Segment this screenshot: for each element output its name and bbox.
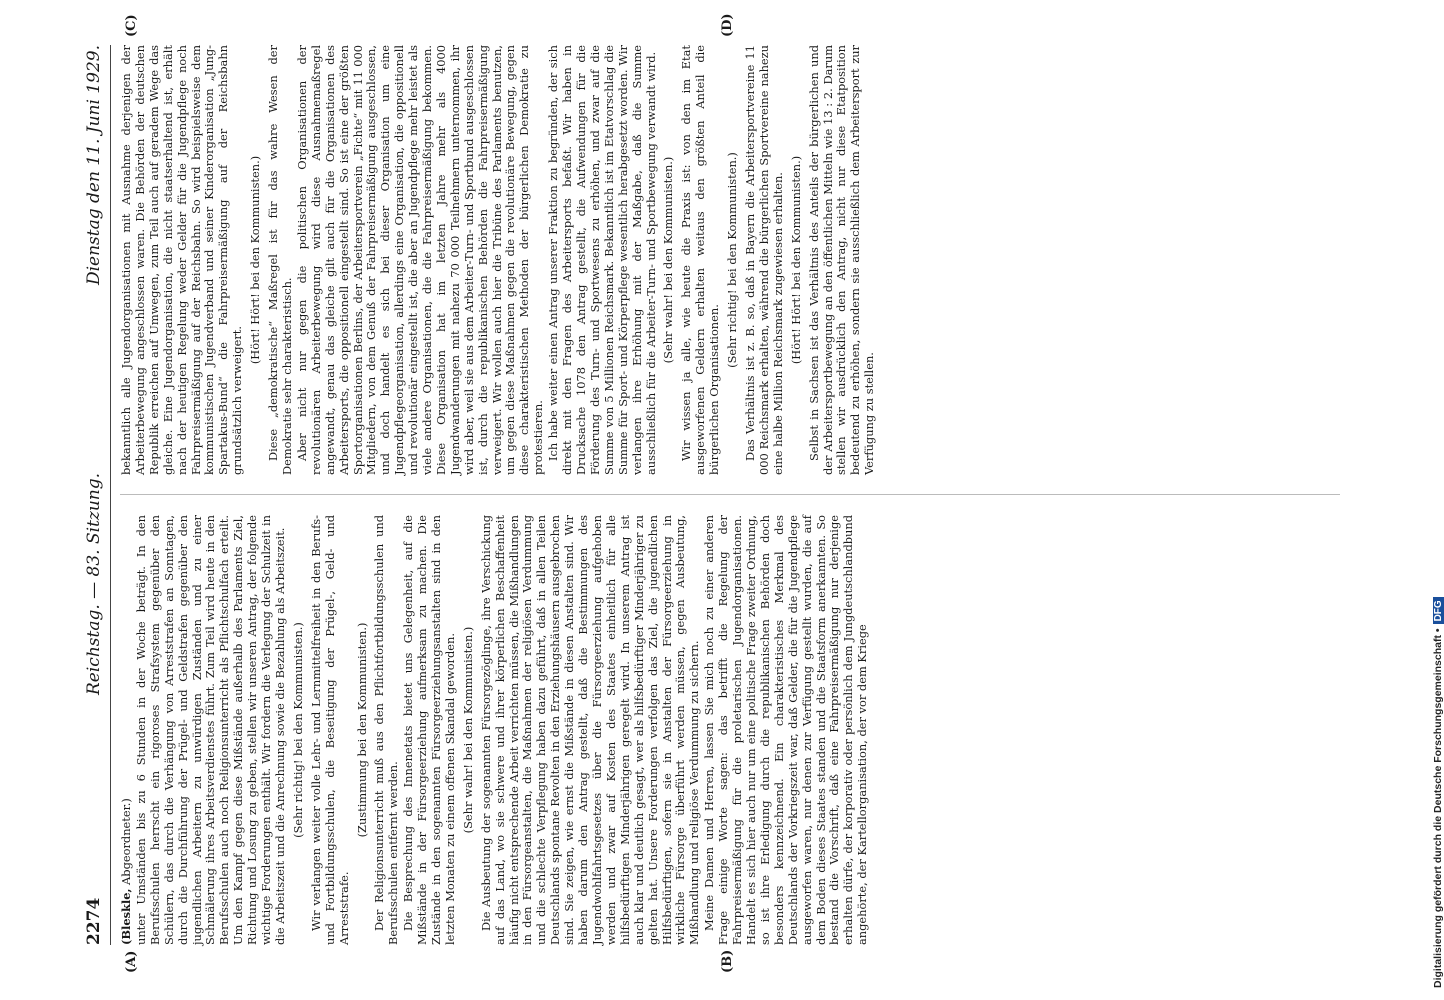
paragraph: Diese „demokratische“ Maßregel ist für das wahre Wesen der Demokratie sehr charakteristisch. xyxy=(266,45,294,475)
dfg-logo: DFG xyxy=(1433,597,1444,624)
interjection: (Sehr richtig! bei den Kommunisten.) xyxy=(290,622,305,838)
speaker-name: (Bleskle, xyxy=(119,888,133,945)
interjection: (Hört! Hört! bei den Kommunisten.) xyxy=(788,155,803,365)
interjection: (Zustimmung bei den Kommunisten.) xyxy=(354,622,369,838)
page-number: 2274 xyxy=(84,897,104,945)
paragraph: bekanntlich alle Jugendorganisationen mit Ausnahme derjenigen der Arbeiterbewegung angeschlossen waren. Die Behörden der deutschen Republik erreichen auf Umwegen, zum Teil auch auf geradem Wege das gleiche. Eine Jugendorganisation, die nicht staatserhaltend ist, erhält nach der heutigen Regelung weder Gelder für die Jugendpflege noch Fahrpreisermäßigung auf der Reichsbahn. So wird beispielsweise dem kommunistischen Jugendverband und seiner Kinderorganisation „Jung-Spartakus-Bund“ die Fahrpreisermäßigung auf der Reichsbahn grundsätzlich verweigert. xyxy=(119,45,245,475)
interjection: (Hört! Hört! bei den Kommunisten.) xyxy=(248,155,263,365)
interjection: (Sehr wahr! bei den Kommunisten.) xyxy=(460,626,475,834)
paragraph: Wir verlangen weiter volle Lehr- und Lernmittelfreiheit in den Berufs- und Fortbildungsschulen, die Beseitigung der Prügel-, Geld- und Arreststrafe. xyxy=(308,515,351,945)
paragraph: Aber nicht nur gegen die politischen Organisationen der revolutionären Arbeiterbewegung wird diese Ausnahmemaßregel angewandt, genau das gleiche gilt auch für die Organisationen des Arbeitersports, die oppositionell eingestellt sind. So ist eine der größten Sportorganisationen Berlins, der Arbeitersportverein „Fichte“ mit 11 000 Mitgliedern, von dem Genuß der Fahrpreisermäßigung ausgeschlossen, und doch handelt es sich bei dieser Organisation um eine Jugendpflegeorganisation, allerdings eine Organisation, die oppositionell und revolutionär eingestellt ist, die aber an Jugendpflege mehr leistet als viele andere Organisationen, die die Fahrpreisermäßigung bekommen. Diese Organisation hat im letzten Jahre mehr als 4000 Jugendwanderungen mit nahezu 70 000 Teilnehmern unternommen, ihr wird aber, weil sie aus dem Arbeiter-Turn- und Sportbund ausgeschlossen ist, durch die republikanischen Behörden die Fahrpreisermäßigung verweigert. Wir wollen auch hier die Tribüne des Parlaments benutzen, um gegen diese Maßnahmen gegen die revolutionäre Bewegung, gegen diese charakteristischen Methoden der bürgerlichen Demokratie zu protestieren. xyxy=(294,45,546,475)
paragraph: Das Verhältnis ist z. B. so, daß in Bayern die Arbeitersportvereine 11 000 Reichsmark erhalten, während die bürgerlichen Sportvereine nahezu eine halbe Million Reichsmark zugewiesen erhalten. xyxy=(742,45,785,475)
paragraph: Die Besprechung des Innenetats bietet uns Gelegenheit, auf die Mißstände in der Fürsorgeerziehung aufmerksam zu machen. Die Zustände in den sogenannten Fürsorgeerziehungsanstalten sind in den letzten Monaten zu einem offenen Skandal geworden. xyxy=(401,515,457,945)
speaker-role: Abgeordneter.) xyxy=(119,798,133,885)
margin-mark-a: (A) xyxy=(124,950,139,973)
paragraph: Ich habe weiter einen Antrag unserer Fraktion zu begründen, der sich direkt mit den Fragen des Arbeitersports befaßt. Wir haben in Drucksache 1078 den Antrag gestellt, die Aufwendungen für die Förderung des Turn- und Sportwesens zu erhöhen, und zwar auf die Summe von 5 Millionen Reichsmark. Bekanntlich ist im Etatvorschlag die Summe für Sport- und Körperpflege wesentlich herabgesetzt worden. Wir verlangen ihre Erhöhung mit der Maßgabe, daß die Summe ausschließlich für die Arbeiter-Turn- und Sportbewegung verwandt wird. xyxy=(546,45,658,475)
margin-mark-b: (B) xyxy=(720,949,735,973)
paragraph: unter Umständen bis zu 6 Stunden in der Woche beträgt. In den Berufsschulen herrscht ein rigoroses Strafsystem gegenüber den Schülern, das durch die Verhängung von Arreststrafen an Sonntagen, durch die Durchführung der Prügel- und Geldstrafen gegenüber den jugendlichen Arbeitern zu unwürdigen Zuständen und zu einer Schmälerung ihres Arbeitsverdienstes führt. Zum Teil wird heute in den Berufsschulen auch noch Religionsunterricht als Pflichtschulfach erteilt. Um den Kampf gegen diese Mißstände außerhalb des Parlaments Ziel, Richtung und Losung zu geben, stellen wir unseren Antrag, der folgende wichtige Forderungen enthält. Wir fordern die Verlegung der Schulzeit in die Arbeitszeit und die Anrechnung sowie die Bezahlung als Arbeitszeit. xyxy=(133,515,287,945)
session-title: Reichstag. — 83. Sitzung. xyxy=(84,472,104,695)
credit-text: Digitalisierung gefördert durch die Deutsche Forschungsgemeinschaft • xyxy=(1432,628,1444,988)
session-date: Dienstag den 11. Juni 1929. xyxy=(84,45,104,286)
left-column xyxy=(120,515,871,945)
column-separator xyxy=(120,494,1340,495)
digitization-credit xyxy=(1418,8,1444,988)
paragraph: Selbst in Sachsen ist das Verhältnis des Anteils der bürgerlichen und der Arbeitersportbewegung an den öffentlichen Mitteln wie 13 : 2. Darum stellen wir ausdrücklich den Antrag, nicht nur diese Etatposition bedeutend zu erhöhen, sondern sie ausschließlich dem Arbeitersport zur Verfügung zu stellen. xyxy=(806,45,877,475)
paragraph: Meine Damen und Herren, lassen Sie mich noch zu einer anderen Frage einige Worte sagen: das betrifft die Regelung der Fahrpreisermäßigung für die proletarischen Jugendorganisationen. Handelt es sich hier auch nur um eine politische Frage zweiter Ordnung, so ist ihre Erledigung durch die republikanischen Behörden doch besonders kennzeichnend. Ein charakteristisches Merkmal des Deutschlands der Vorkriegszeit war, daß Gelder, die für die Jugendpflege ausgeworfen waren, nur denen zur Verfügung gestellt wurden, die auf dem Boden dieses Staates standen und die Staatsform anerkannten. So bestand die Vorschrift, daß eine Fahrpreisermäßigung nur derjenige erhalten dürfe, der korporativ oder persönlich dem Jungdeutschlandbund angehörte, der Kartellorganisation, der vor dem Kriege xyxy=(702,515,870,945)
paragraph: Die Ausbeutung der sogenannten Fürsorgezöglinge, ihre Verschickung auf das Land, wo sie schwere und ihrer körperlichen Beschaffenheit häufig nicht entsprechende Arbeit verrichten müssen, die Mißhandlungen in den Fürsorgeanstalten, die Maßnahmen der religiösen Verdummung und die schlechte Verpflegung haben dazu geführt, daß in allen Teilen Deutschlands spontane Revolten in den Erziehungshäusern ausgebrochen sind. Sie zeigen, wie ernst die Mißstände in diesen Anstalten sind. Wir haben darum den Antrag gestellt, daß die Bestimmungen des Jugendwohlfahrtsgesetzes über die Fürsorgeerziehung aufgehoben werden und zwar auf Kosten des Staates einheitlich für alle hilfsbedürftigen Minderjährigen geregelt wird. In unserem Antrag ist auch klar und deutlich gesagt, wer als hilfsbedürftiger Minderjähriger zu gelten hat. Unsere Forderungen verfolgen das Ziel, die jugendlichen Hilfsbedürftigen, sofern sie in Anstalten der Fürsorgeerziehung in wirkliche Fürsorge überführt werden müssen, gegen Ausbeutung, Mißhandlung und religiöse Verdummung zu sichern. xyxy=(478,515,702,945)
document-page xyxy=(80,13,1350,973)
paragraph: Der Religionsunterricht muß aus den Pflichtfortbildungsschulen und Berufsschulen entfernt werden. xyxy=(372,515,401,945)
credit-line xyxy=(1432,8,1444,988)
speaker-line xyxy=(120,515,134,945)
margin-mark-c: (C) xyxy=(124,14,139,37)
right-column xyxy=(120,45,878,475)
margin-mark-d: (D) xyxy=(720,13,735,37)
paragraph: Wir wissen ja alle, wie heute die Praxis ist: von den im Etat ausgeworfenen Geldern erhalten weitaus den größten Anteil die bürgerlichen Organisationen. xyxy=(679,45,722,475)
page-header xyxy=(80,45,111,945)
interjection: (Sehr wahr! bei den Kommunisten.) xyxy=(661,156,676,364)
interjection: (Sehr richtig! bei den Kommunisten.) xyxy=(725,152,740,368)
